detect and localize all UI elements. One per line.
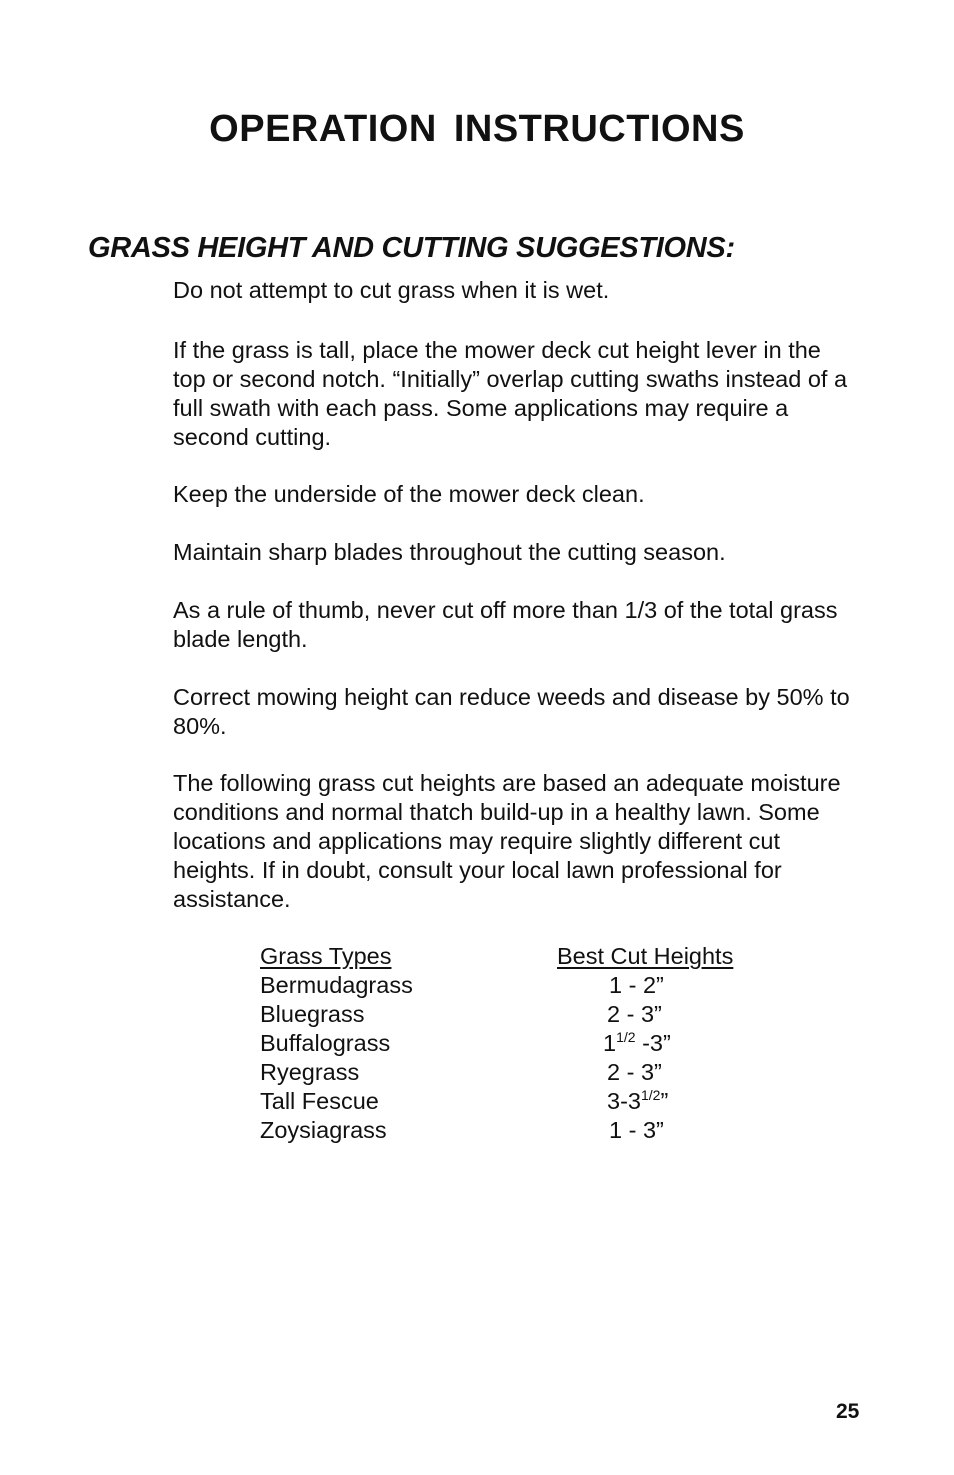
- cut-height-fraction: 1/2: [640, 1087, 661, 1103]
- cut-height-rest: -3”: [635, 1030, 671, 1056]
- grass-type-cell: Ryegrass: [260, 1059, 360, 1085]
- section-heading: GRASS HEIGHT AND CUTTING SUGGESTIONS:: [88, 232, 735, 264]
- cut-height-rest: ”: [660, 1088, 669, 1114]
- grass-type-cell: Bluegrass: [260, 1001, 365, 1027]
- paragraph-cut-heights-intro: The following grass cut heights are based an adequate moisture conditions and normal thatch build-up in a healthy lawn. Some locations and applications may require slightly different cut heights. If in doubt, consult your local lawn professional for assistance.: [173, 770, 841, 912]
- page-number: 25: [836, 1400, 860, 1423]
- cut-height-main: 3-3: [607, 1088, 641, 1114]
- cut-height-cell: 1 - 2”: [609, 972, 664, 998]
- cut-height-cell: 1 - 3”: [609, 1117, 664, 1143]
- paragraph-tall-grass: If the grass is tall, place the mower deck cut height lever in the top or second notch. “Initially” overlap cutting swaths instead of a full swath with each pass. Some applications may require a second cutting.: [173, 337, 848, 450]
- cut-height-cell: [603, 1029, 671, 1058]
- cut-height-cell: 2 - 3”: [607, 1001, 662, 1027]
- grass-type-cell: Zoysiagrass: [260, 1117, 387, 1143]
- cut-height-main: 1: [603, 1030, 617, 1056]
- grass-type-cell: Bermudagrass: [260, 972, 413, 998]
- grass-type-cell: Tall Fescue: [260, 1088, 379, 1114]
- cut-height-cell: [607, 1087, 668, 1116]
- grass-type-cell: Buffalograss: [260, 1030, 391, 1056]
- cut-height-cell: 2 - 3”: [607, 1059, 662, 1085]
- column-header-grass-types: Grass Types: [260, 943, 392, 969]
- paragraph-wet-grass: Do not attempt to cut grass when it is wet.: [173, 277, 610, 303]
- column-header-best-cut-heights: Best Cut Heights: [557, 943, 734, 969]
- paragraph-mowing-height: Correct mowing height can reduce weeds and disease by 50% to 80%.: [173, 684, 850, 739]
- page-title: OPERATION INSTRUCTIONS: [209, 108, 745, 150]
- paragraph-deck-clean: Keep the underside of the mower deck clean.: [173, 481, 645, 507]
- paragraph-sharp-blades: Maintain sharp blades throughout the cutting season.: [173, 539, 726, 565]
- cut-height-fraction: 1/2: [616, 1029, 636, 1045]
- paragraph-rule-of-thumb: As a rule of thumb, never cut off more than 1/3 of the total grass blade length.: [173, 597, 838, 652]
